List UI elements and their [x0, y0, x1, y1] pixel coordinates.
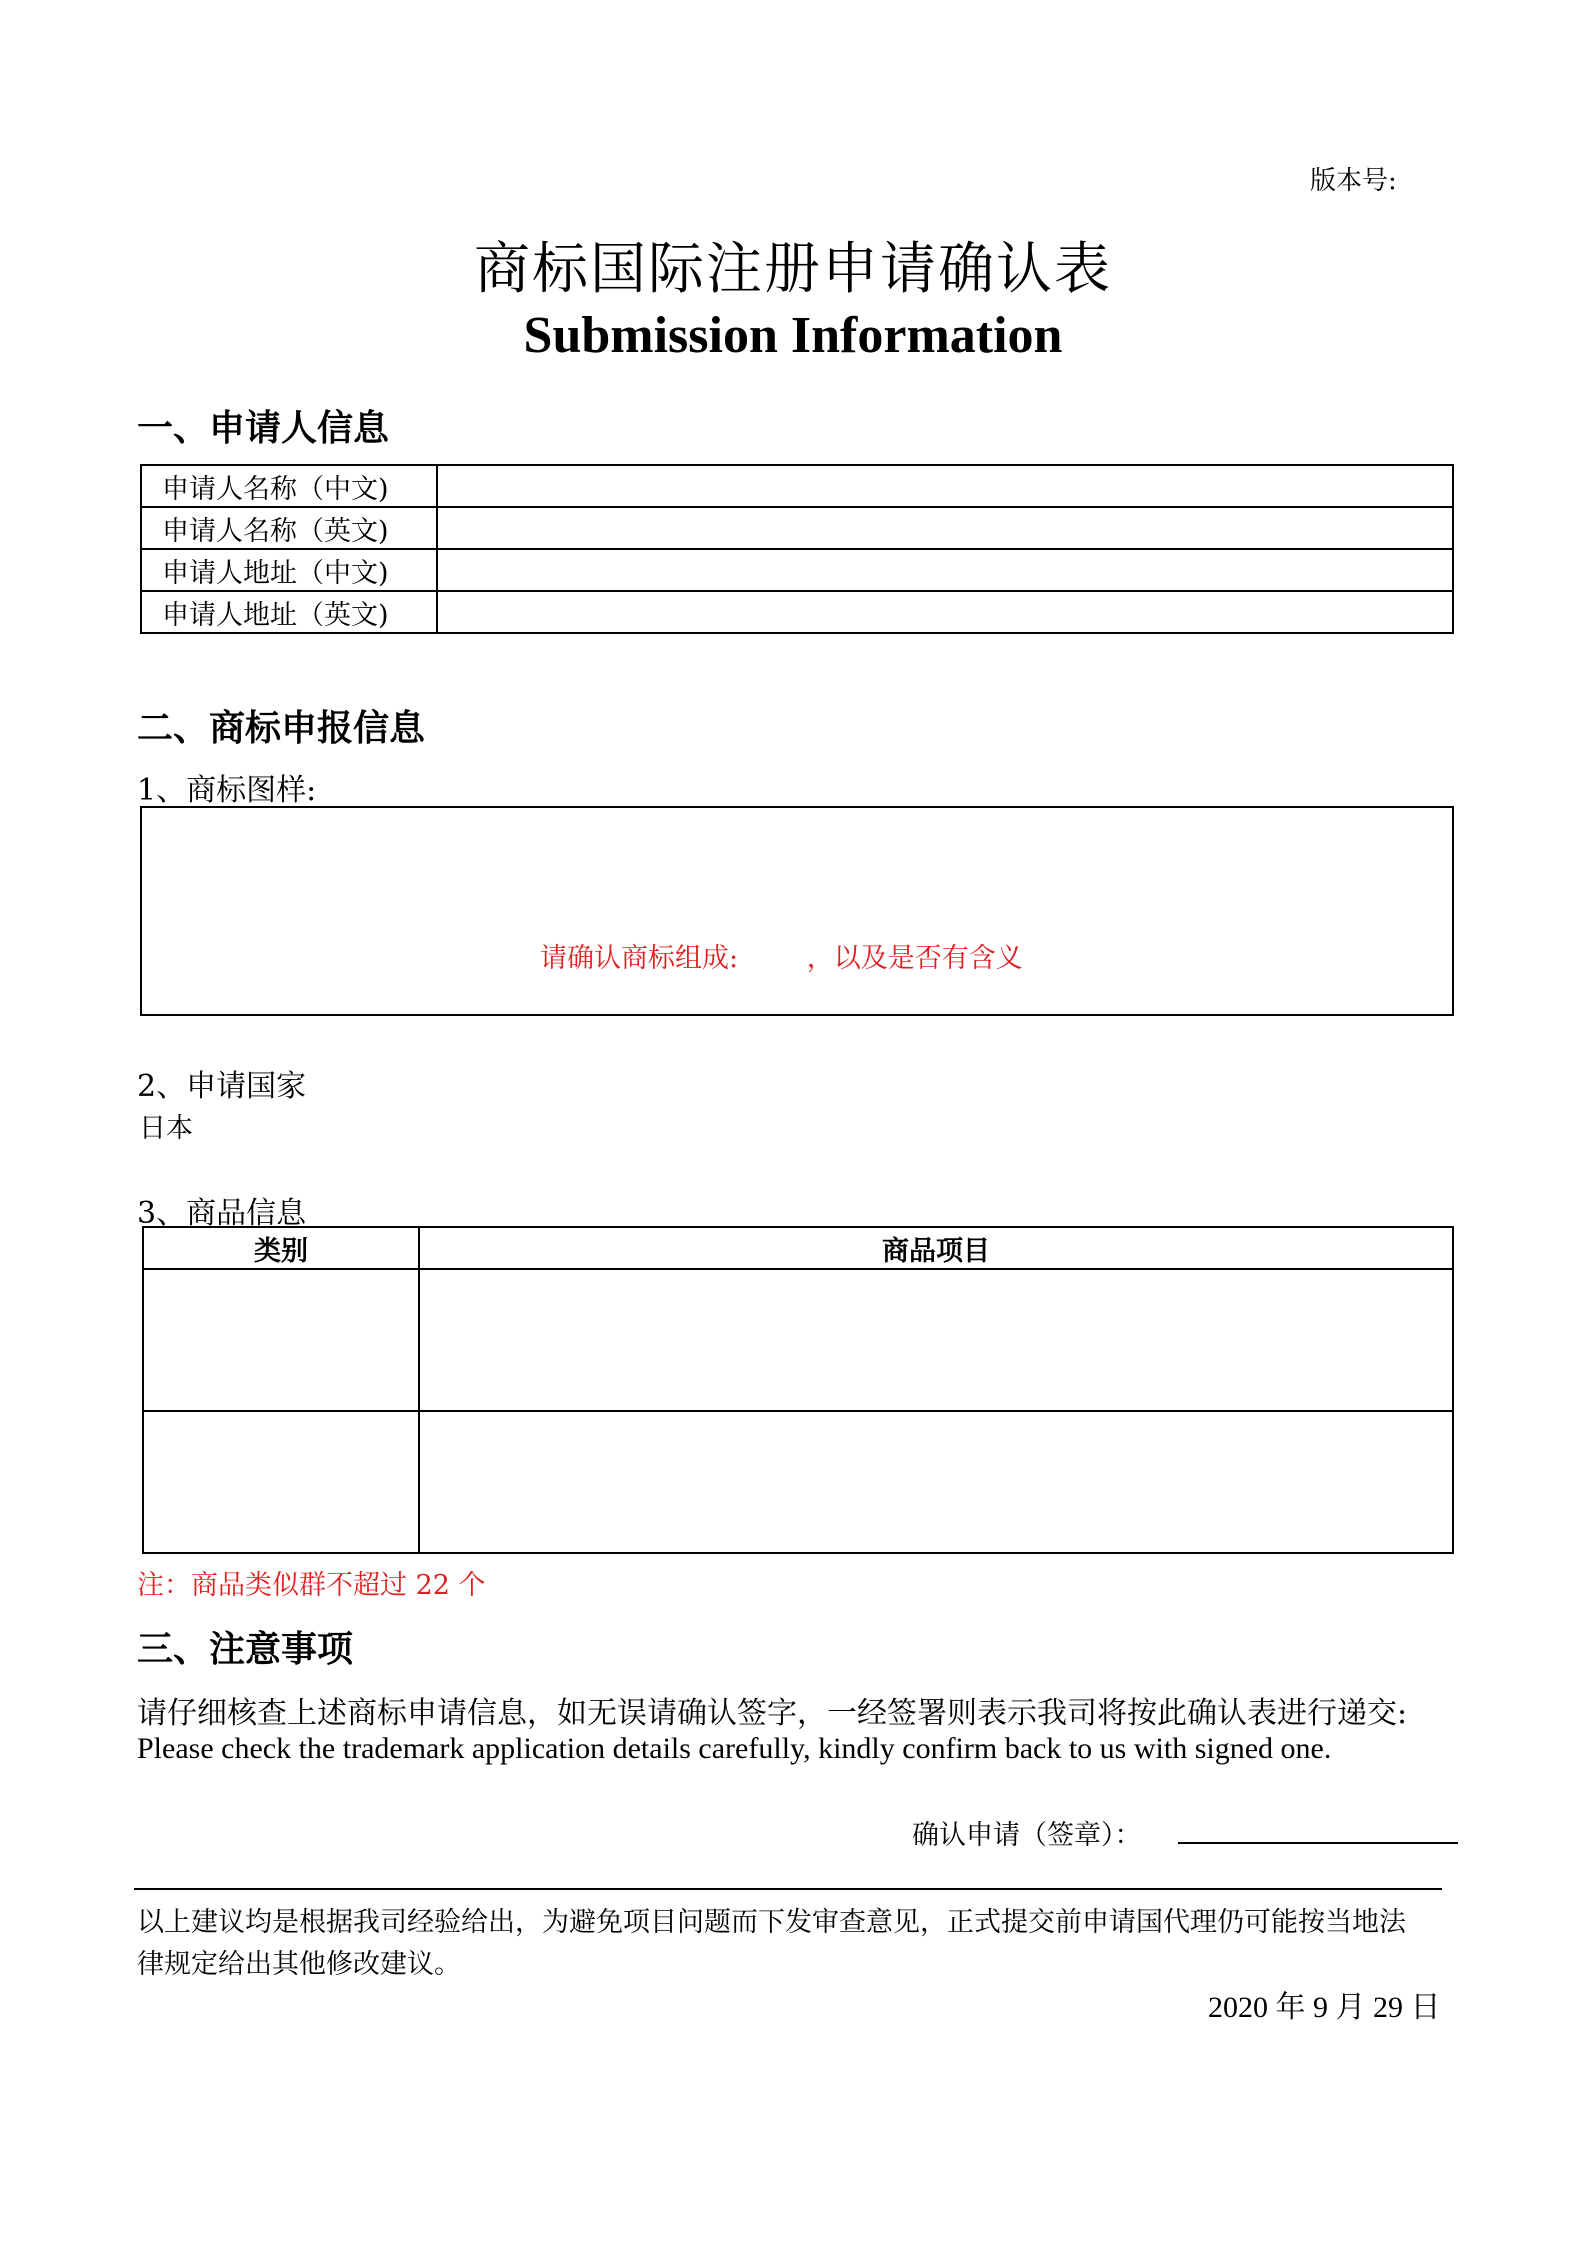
applicant-address-en-field[interactable] — [437, 591, 1453, 633]
trademark-image-box[interactable] — [140, 806, 1454, 1016]
table-header-row — [143, 1227, 1453, 1269]
applicant-name-cn-field[interactable] — [437, 465, 1453, 507]
goods-class-cell[interactable] — [143, 1411, 419, 1553]
divider — [134, 1888, 1442, 1890]
section-heading-applicant: 一、申请人信息 — [137, 407, 390, 449]
disclaimer-line-2: 律规定给出其他修改建议。 — [137, 1949, 461, 1980]
notes-text-cn: 请仔细核查上述商标申请信息，如无误请确认签字，一经签署则表示我司将按此确认表进行递交: — [137, 1696, 1408, 1731]
goods-items-cell[interactable] — [419, 1411, 1453, 1553]
document-title-cn: 商标国际注册申请确认表 — [474, 237, 1112, 302]
applicant-name-en-label: 申请人名称（英文) — [141, 507, 437, 549]
signature-line[interactable] — [1178, 1842, 1458, 1844]
goods-class-cell[interactable] — [143, 1269, 419, 1411]
goods-items-cell[interactable] — [419, 1269, 1453, 1411]
table-row — [141, 549, 1453, 591]
goods-info-label: 3、商品信息 — [137, 1196, 307, 1231]
document-date: 2020 年 9 月 29 日 — [1208, 1991, 1441, 2024]
applicant-name-en-field[interactable] — [437, 507, 1453, 549]
country-label: 2、申请国家 — [137, 1069, 307, 1104]
applicant-name-cn-label: 申请人名称（中文) — [141, 465, 437, 507]
trademark-confirm-note: 请确认商标组成: ，以及是否有含义 — [540, 943, 1023, 974]
table-row — [141, 591, 1453, 633]
goods-table — [142, 1226, 1454, 1554]
goods-limit-note: 注：商品类似群不超过 22 个 — [137, 1570, 486, 1601]
version-label: 版本号: — [1310, 166, 1397, 196]
table-row — [141, 507, 1453, 549]
section-heading-trademark: 二、商标申报信息 — [137, 707, 426, 749]
column-header-items: 商品项目 — [419, 1227, 1453, 1269]
trademark-image-label: 1、商标图样: — [137, 773, 317, 808]
table-row — [143, 1411, 1453, 1553]
signature-label: 确认申请（签章）： — [912, 1820, 1142, 1851]
country-value: 日本 — [139, 1113, 193, 1144]
applicant-info-table — [140, 464, 1454, 634]
column-header-class: 类别 — [143, 1227, 419, 1269]
applicant-address-en-label: 申请人地址（英文) — [141, 591, 437, 633]
document-title-en: Submission Information — [523, 307, 1063, 364]
applicant-address-cn-field[interactable] — [437, 549, 1453, 591]
applicant-address-cn-label: 申请人地址（中文) — [141, 549, 437, 591]
table-row — [141, 465, 1453, 507]
table-row — [143, 1269, 1453, 1411]
section-heading-notes: 三、注意事项 — [137, 1628, 354, 1670]
notes-text-en: Please check the trademark application details carefully, kindly confirm back to us with signed one. — [137, 1732, 1332, 1765]
disclaimer-line-1: 以上建议均是根据我司经验给出，为避免项目问题而下发审查意见，正式提交前申请国代理仍可能按当地法 — [137, 1907, 1406, 1938]
